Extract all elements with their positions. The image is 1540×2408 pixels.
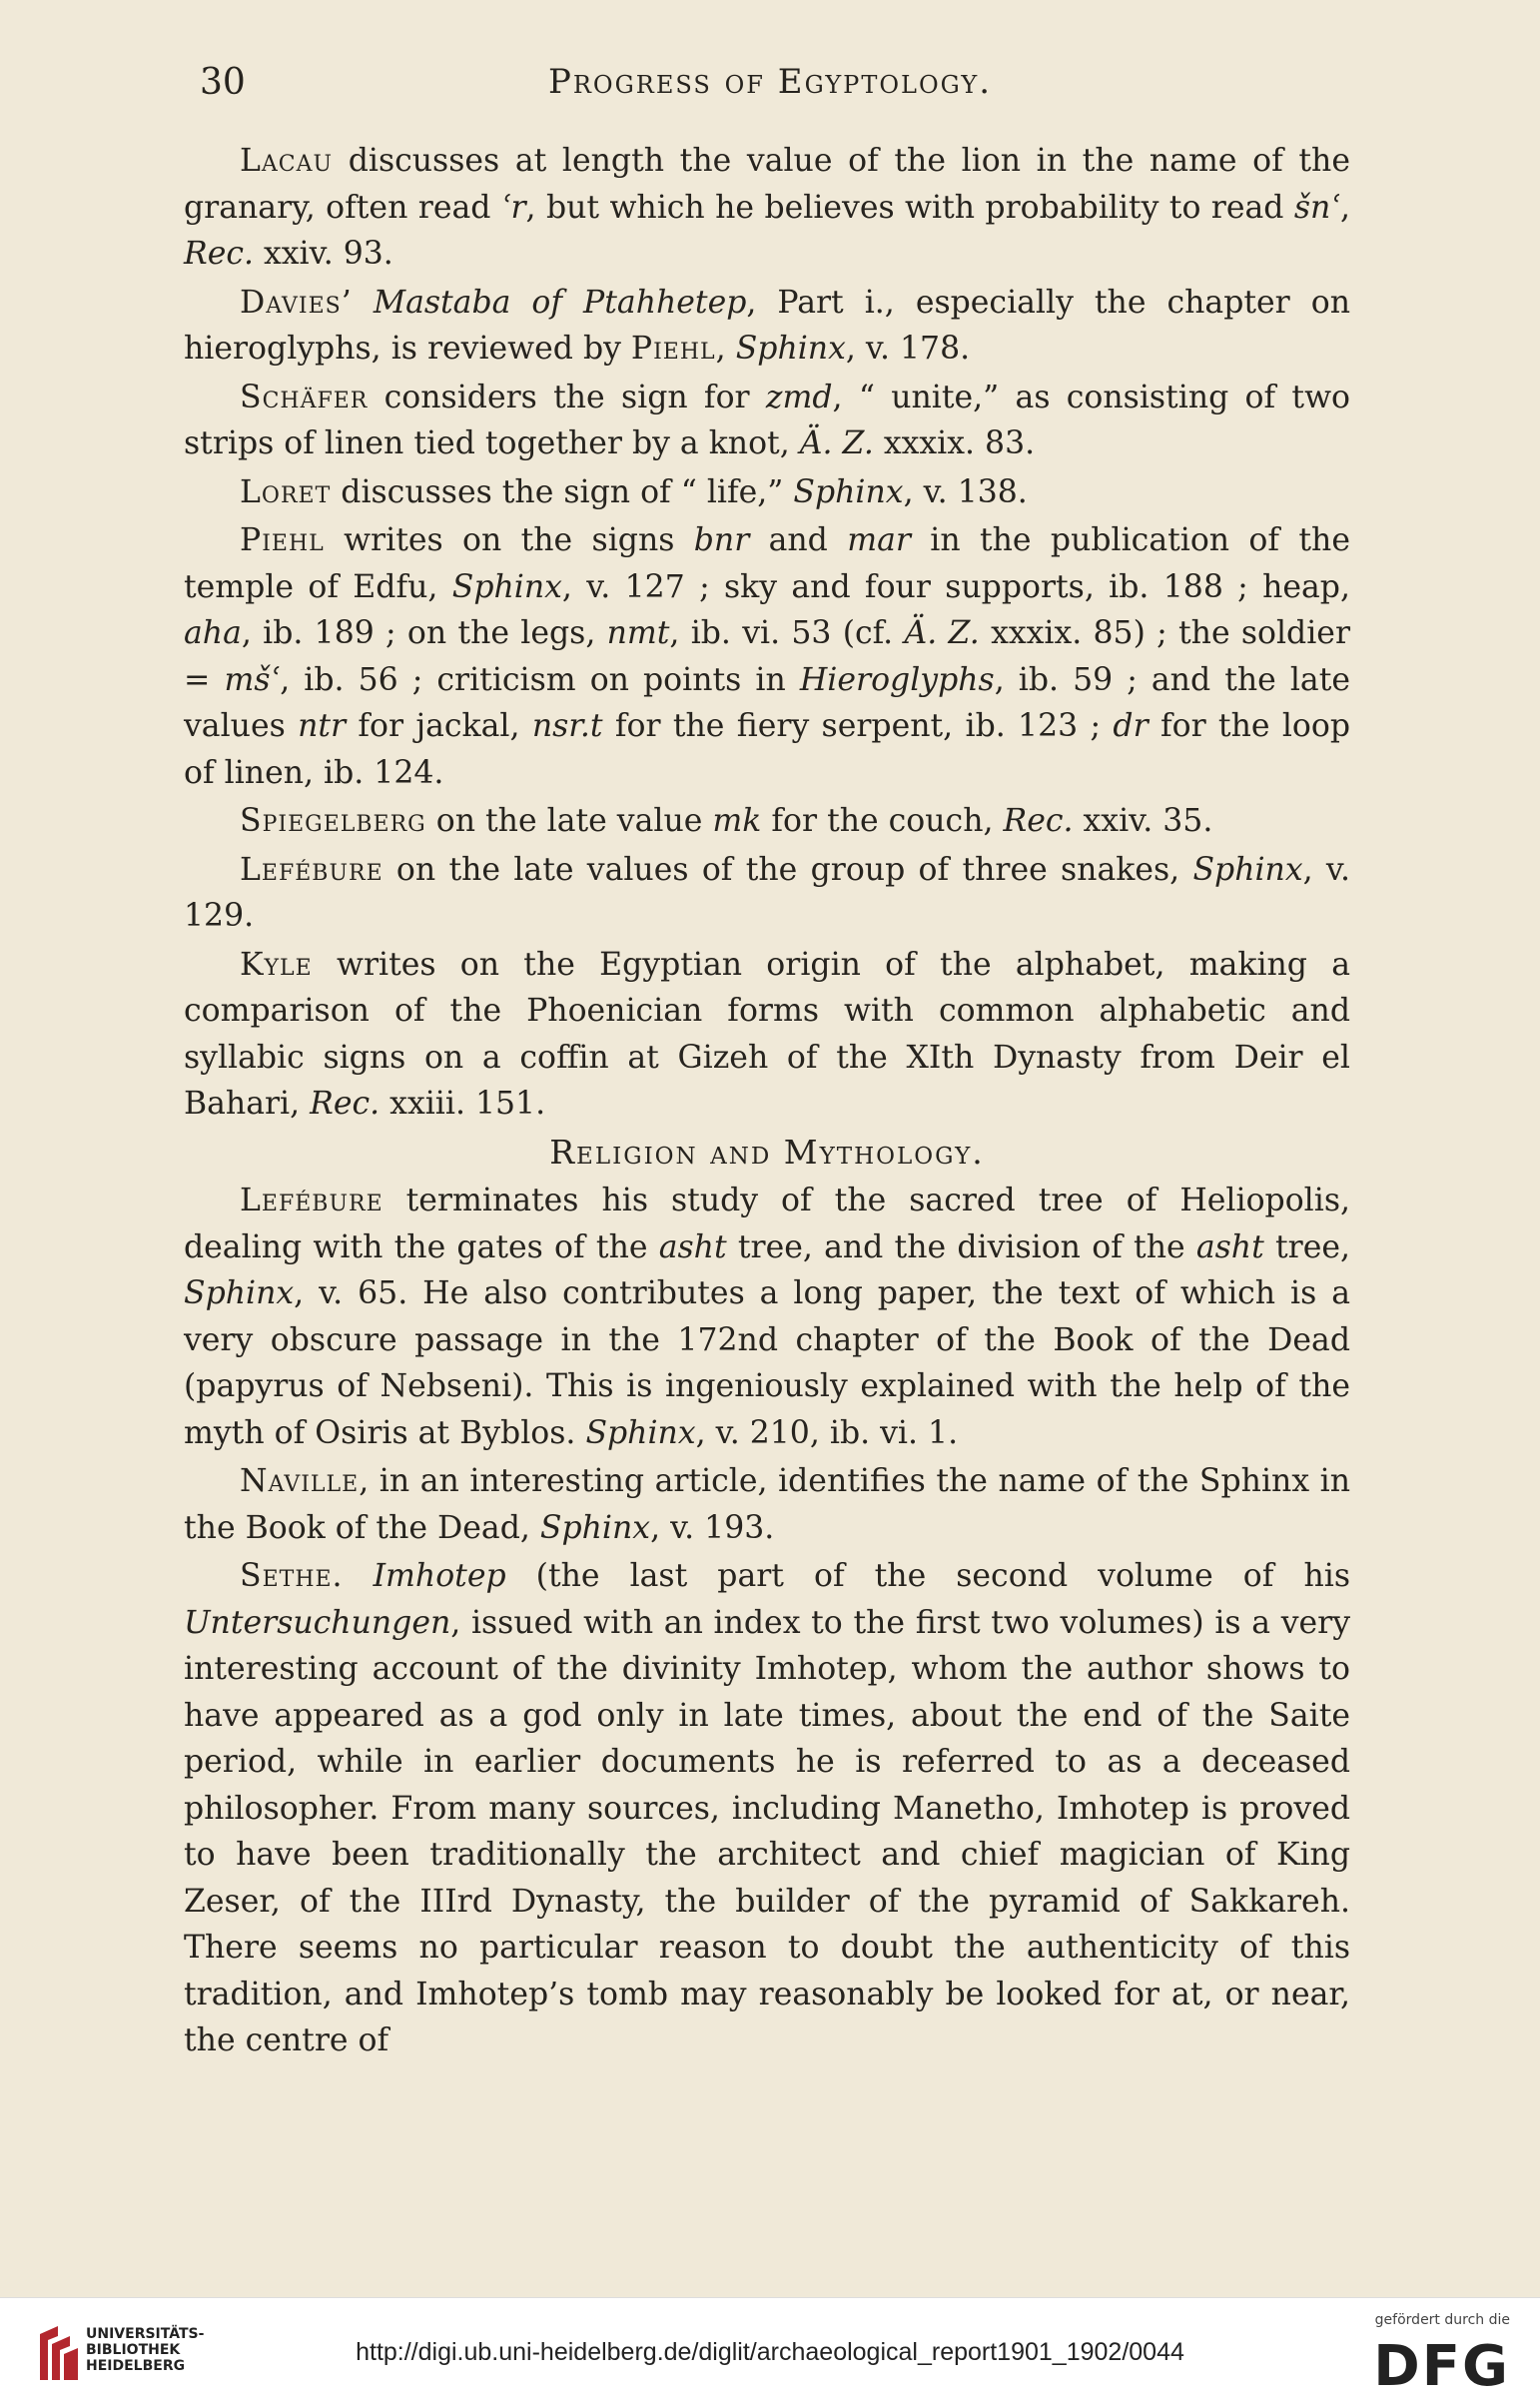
italic-term: mk xyxy=(712,803,762,839)
bibliography-entry xyxy=(184,1178,1350,1456)
italic-term: Untersuchungen xyxy=(184,1604,451,1641)
italic-term: Sphinx xyxy=(1192,851,1303,888)
author-name: Schäfer xyxy=(240,379,369,415)
bibliography-entry xyxy=(184,138,1350,278)
entry-text: , v. 65. He also contributes a long paper, the text of which is a very obscure passage in the 172nd chapter of the Book of the Dead (papyrus of Nebseni). This is ingeniously explained with the help of the myth of Osiris at Byblos. xyxy=(184,1275,1350,1451)
entry-text: , Part i., especially the chapter on hieroglyphs, is reviewed by xyxy=(184,284,1351,367)
author-name: Loret xyxy=(240,473,332,510)
italic-term: Hieroglyphs xyxy=(799,661,995,698)
italic-term: aha xyxy=(184,615,242,651)
entry-text: for the fiery serpent, ib. 123 ; xyxy=(602,708,1114,744)
entry-text: xxiii. 151. xyxy=(380,1086,546,1122)
author-name: Kyle xyxy=(240,946,313,983)
author-name: Lefébure xyxy=(240,851,384,888)
italic-term: Sphinx xyxy=(793,473,904,510)
library-name: UNIVERSITÄTS- BIBLIOTHEK HEIDELBERG xyxy=(86,2326,205,2374)
italic-term: mar xyxy=(847,522,911,558)
entry-text: , “ unite,” as consisting of two strips of linen tied together by a knot, xyxy=(184,379,1351,461)
section-title: Religion and Mythology. xyxy=(549,1132,985,1172)
entry-text xyxy=(353,285,374,321)
italic-term: Sphinx xyxy=(585,1414,696,1451)
bibliography-entry xyxy=(184,942,1350,1128)
italic-term: mšʿ xyxy=(224,661,281,698)
permalink-url[interactable]: http://digi.ub.uni-heidelberg.de/diglit/archaeological_report1901_1902/0044 xyxy=(356,2338,1184,2366)
dfg-logo: DFG xyxy=(1373,2334,1510,2399)
bibliography-entry xyxy=(184,798,1350,845)
italic-term: šnʿ xyxy=(1293,189,1340,226)
bibliography-entry xyxy=(184,1553,1350,2064)
entry-text: considers the sign for xyxy=(368,379,766,415)
author-name: Piehl xyxy=(240,522,325,558)
entry-text: for the couch, xyxy=(761,803,1004,839)
italic-term: Sphinx xyxy=(451,568,562,605)
entry-text: on the late value xyxy=(425,803,713,839)
entry-text: xxxix. 85) ; the soldier = xyxy=(184,615,1350,698)
italic-term: Sphinx xyxy=(184,1275,295,1311)
entry-text: , v. 138. xyxy=(903,473,1028,510)
page-body xyxy=(184,138,1350,2066)
italic-term: Ä. Z. xyxy=(799,425,874,461)
author-name: Lefébure xyxy=(240,1183,384,1218)
italic-term: ntr xyxy=(298,708,347,744)
italic-term: Rec. xyxy=(184,236,255,272)
entry-text: writes on the signs xyxy=(324,522,694,558)
italic-term: Rec. xyxy=(1003,803,1074,839)
entry-text: for jackal, xyxy=(346,708,532,744)
italic-term: Imhotep xyxy=(373,1558,506,1594)
entry-text: , ib. 56 ; criticism on points in xyxy=(280,661,800,698)
bibliography-entry xyxy=(184,1458,1350,1551)
italic-term: Sphinx xyxy=(539,1509,651,1546)
entries-before-section xyxy=(184,138,1350,1128)
author-name: Spiegelberg xyxy=(240,803,426,839)
entry-text: , v. 127 ; sky and four supports, ib. 188 ; heap, xyxy=(561,568,1350,605)
entry-text: , in an interesting article, identifies the name of the Sphinx in the Book of the Dead, xyxy=(184,1463,1350,1546)
page-header xyxy=(0,62,1540,122)
entry-text: , v. 129. xyxy=(184,851,1350,934)
entry-text xyxy=(344,1558,374,1594)
italic-term: asht xyxy=(1195,1228,1264,1265)
italic-term: Mastaba of Ptahhetep xyxy=(373,284,747,321)
bibliography-entry xyxy=(184,375,1350,467)
author-name: Lacau xyxy=(240,143,334,179)
entry-text: , ib. 59 ; and the late values xyxy=(184,661,1351,744)
page-number: 30 xyxy=(200,62,246,103)
entry-text: , v. 178. xyxy=(845,331,971,367)
entry-text: , v. 210, ib. vi. 1. xyxy=(695,1414,959,1451)
entry-text: tree, and the division of the xyxy=(726,1228,1196,1265)
author-name: Davies’ xyxy=(240,284,353,321)
entry-text: discusses at length the value of the lion in the name of the granary, often read xyxy=(184,143,1350,226)
entry-text: , ib. 189 ; on the legs, xyxy=(241,615,607,651)
entry-text: terminates his study of the sacred tree of Heliopolis, dealing with the gates of the xyxy=(184,1183,1350,1265)
entry-text: xxxix. 83. xyxy=(873,425,1036,461)
author-name: Sethe. xyxy=(240,1558,344,1594)
running-title: Progress of Egyptology. xyxy=(547,62,993,102)
italic-term: Rec. xyxy=(310,1086,381,1122)
italic-term: asht xyxy=(658,1228,727,1265)
entry-text: xxiv. 35. xyxy=(1073,803,1213,839)
italic-term: dr xyxy=(1113,708,1149,744)
entry-text: (the last part of the second volume of his xyxy=(505,1558,1350,1594)
italic-term: zmd xyxy=(765,379,833,415)
entry-text: , v. 193. xyxy=(650,1509,775,1546)
entry-text: , but which he believes with probability to read xyxy=(525,189,1294,226)
entry-text: discusses the sign of “ life,” xyxy=(331,473,794,510)
author-name: Naville xyxy=(240,1463,360,1499)
funded-by-label: gefördert durch die xyxy=(1374,2312,1510,2328)
italic-term: ʿr xyxy=(500,189,526,226)
bibliography-entry xyxy=(184,280,1350,373)
bibliography-entry xyxy=(184,469,1350,516)
bibliography-entry xyxy=(184,847,1350,940)
entry-text: on the late values of the group of three snakes, xyxy=(383,851,1193,888)
italic-term: nsr.t xyxy=(531,708,603,744)
entry-text: , ib. vi. 53 (cf. xyxy=(669,615,905,651)
italic-term: nmt xyxy=(606,615,670,651)
entry-text: writes on the Egyptian origin of the alphabet, making a comparison of the Phoenician forms with common alphabetic and syllabic signs on a coffin at Gizeh of the XIth Dynasty from Deir el Bahari, xyxy=(184,946,1350,1122)
entry-text: for the loop of linen, ib. 124. xyxy=(184,708,1350,791)
italic-term: Ä. Z. xyxy=(904,615,980,651)
entry-text: xxiv. 93. xyxy=(254,236,393,272)
entry-text: , xyxy=(715,331,736,367)
entry-text: , xyxy=(1340,189,1351,226)
italic-term: Sphinx xyxy=(735,331,846,367)
italic-term: bnr xyxy=(693,522,750,558)
entry-text: and xyxy=(749,522,848,558)
entry-text: in the publication of the temple of Edfu, xyxy=(184,522,1350,605)
entries-after-section xyxy=(184,1178,1350,2064)
author-name: Piehl xyxy=(630,331,716,367)
entry-text: , issued with an index to the first two volumes) is a very interesting account of the divinity Imhotep, whom the author shows to have appeared as a god only in late times, about the end of the Saite period, while in earlier documents he is referred to as a deceased philosopher. From many sources, including Manetho, Imhotep is proved to have been traditionally the architect and chief magician of King Zeser, of the IIIrd Dynasty, the builder of the pyramid of Sakkareh. There seems no particular reason to doubt the authenticity of this tradition, and Imhotep’s tomb may reasonably be looked for at, or near, the centre of xyxy=(184,1604,1350,2058)
viewer-footer xyxy=(0,2297,1540,2408)
bibliography-entry xyxy=(184,517,1350,796)
entry-text: tree, xyxy=(1263,1228,1351,1265)
